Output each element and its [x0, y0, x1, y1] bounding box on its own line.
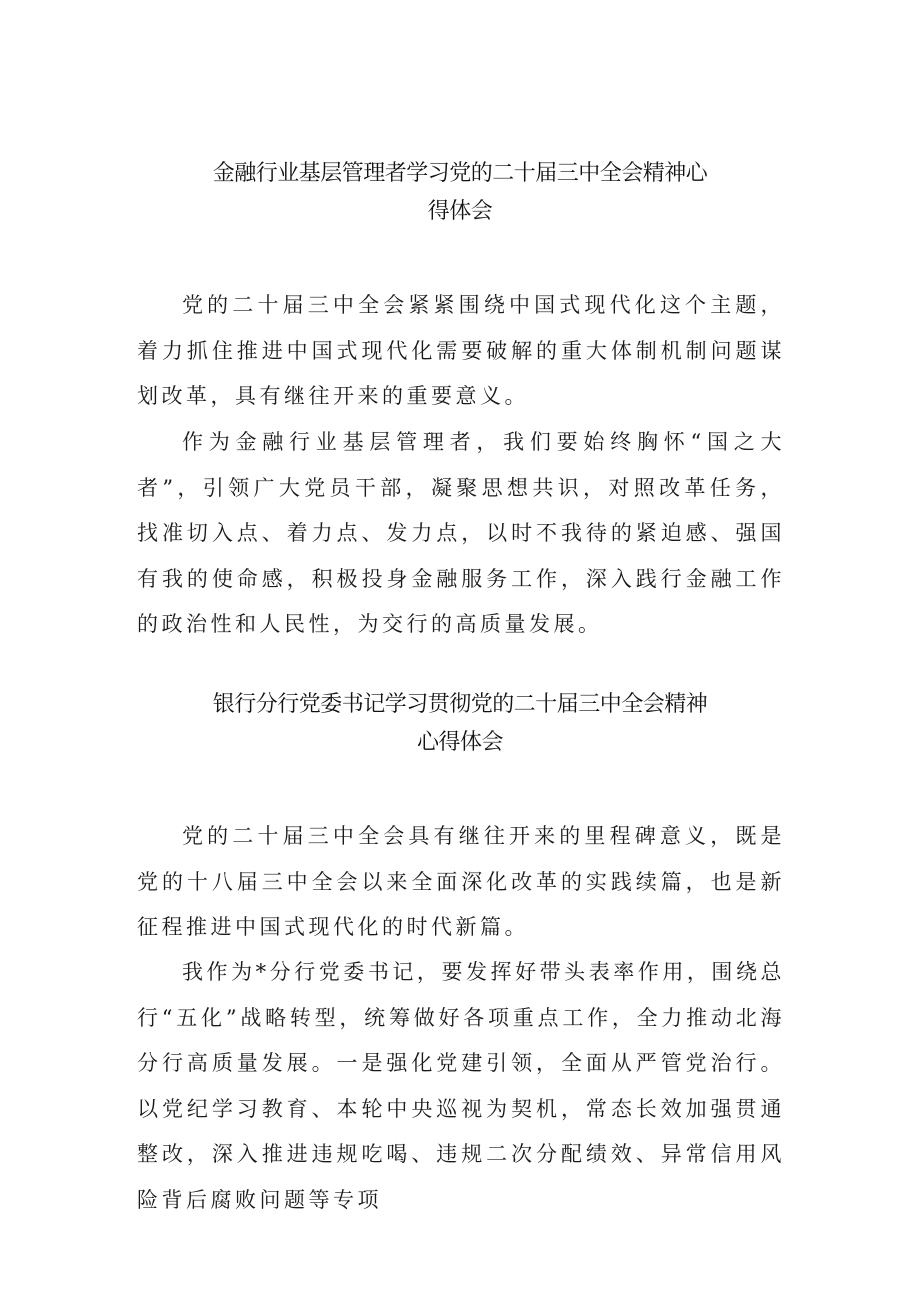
body-paragraph: 我作为*分行党委书记，要发挥好带头表率作用，围绕总行“五化”战略转型，统筹做好各项重点工作，全力推动北海分行高质量发展。一是强化党建引领，全面从严管党治行。以党纪学习教育、本轮中央巡视为契机，常态长效加强贯通整改，深入推进违规吃喝、违规二次分配绩效、异常信用风险背后腐败问题等专项: [137, 960, 785, 1212]
body-paragraph: 党的二十届三中全会紧紧围绕中国式现代化这个主题，着力抓住推进中国式现代化需要破解的重大体制机制问题谋划改革，具有继往开来的重要意义。: [137, 293, 785, 408]
title-line: 心得体会: [416, 730, 503, 755]
body-paragraph: 党的二十届三中全会具有继往开来的里程碑意义，既是党的十八届三中全会以来全面深化改革的实践续篇，也是新征程推进中国式现代化的时代新篇。: [137, 824, 785, 939]
body-paragraph: 作为金融行业基层管理者，我们要始终胸怀“国之大者”，引领广大党员干部，凝聚思想共识，对照改革任务，找准切入点、着力点、发力点，以时不我待的紧迫感、强国有我的使命感，积极投身金融服务工作，深入践行金融工作的政治性和人民性，为交行的高质量发展。: [137, 430, 785, 636]
title-line: 得体会: [427, 199, 493, 224]
article-title: [150, 155, 770, 231]
title-line: 银行分行党委书记学习贯彻党的二十届三中全会精神: [212, 692, 708, 717]
title-line: 金融行业基层管理者学习党的二十届三中全会精神心: [212, 161, 708, 186]
article-title: [150, 686, 770, 762]
